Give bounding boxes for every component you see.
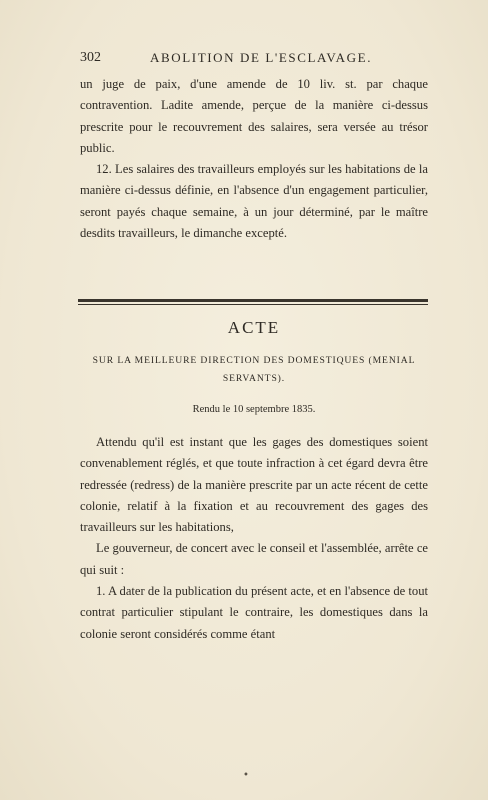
act-date: Rendu le 10 septembre 1835.: [192, 404, 316, 415]
act-text-block: [80, 432, 428, 645]
act-subtitle: [80, 352, 428, 388]
paragraph-article-12: 12. Les salaires des travailleurs employés sur les habitations de la manière ci-dessus définie, en l'absence d'un engagement particulier, seront payés chaque semaine, à un jour déterminé, par le maître desdits travailleurs, le dimanche excepté.: [80, 162, 428, 241]
page-number: 302: [80, 50, 101, 65]
footer-mark: •: [243, 770, 249, 781]
divider-thin-line: [78, 304, 428, 305]
paragraph-attendu: Attendu qu'il est instant que les gages des domestiques soient convenablement réglés, et que toute infraction à cet égard devra être redressée (redress) de la manière prescrite par un acte récent de cette colonie, relatif à la fixation et au recouvrement des gages des travailleurs sur les habitations,: [80, 435, 428, 535]
running-title: ABOLITION DE L'ESCLAVAGE.: [150, 50, 373, 65]
act-subtitle-line-2: SERVANTS).: [222, 373, 286, 384]
act-subtitle-line-1: SUR LA MEILLEURE DIRECTION DES DOMESTIQUES (MENIAL: [92, 355, 416, 366]
act-title: ACTE: [227, 318, 281, 337]
paragraph-continuation: un juge de paix, d'une amende de 10 liv. st. par chaque contravention. Ladite amende, perçue de la manière ci-dessus prescrite pour le recouvrement des salaires, sera versée au trésor public.: [80, 77, 428, 155]
paragraph-gouverneur: Le gouverneur, de concert avec le conseil et l'assemblée, arrête ce qui suit :: [80, 541, 428, 577]
section-divider: [78, 299, 428, 305]
top-text-block: [80, 74, 428, 244]
page-header: [80, 50, 424, 70]
paragraph-article-1: 1. A dater de la publication du présent acte, et en l'absence de tout contrat particulier stipulant le contraire, les domestiques dans la colonie seront considérés comme étant: [80, 584, 428, 641]
divider-thick-line: [78, 299, 428, 302]
